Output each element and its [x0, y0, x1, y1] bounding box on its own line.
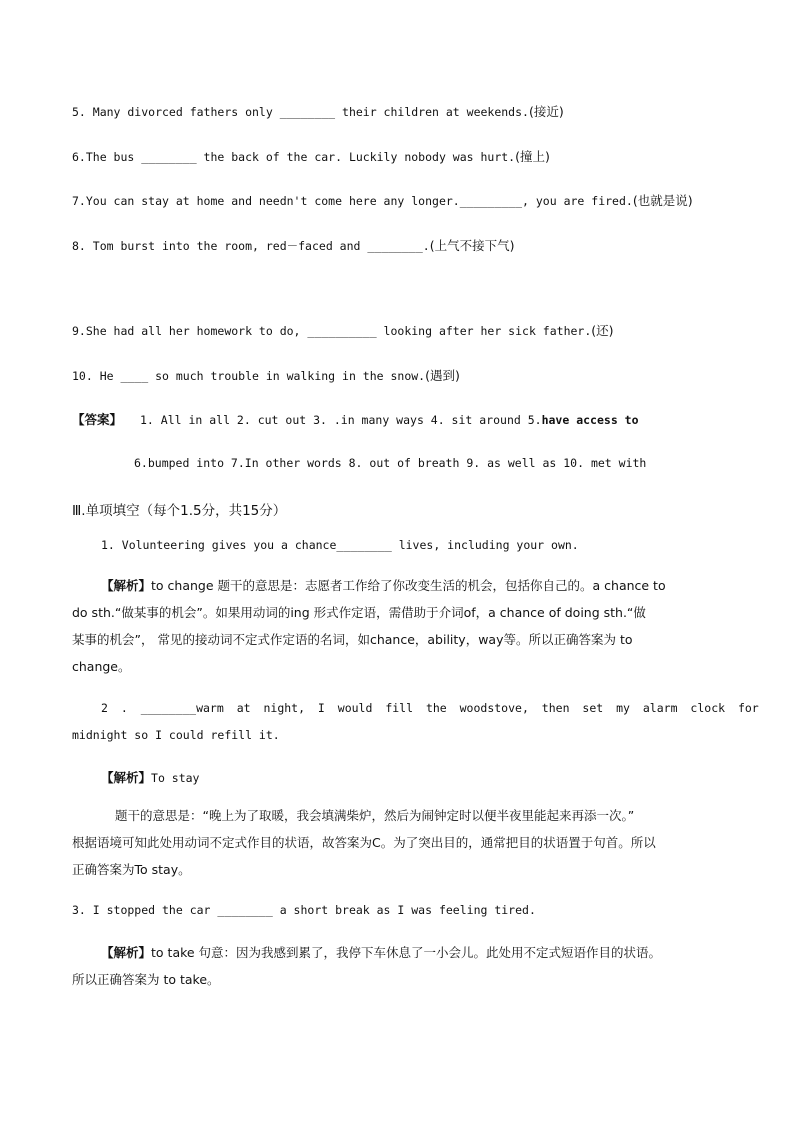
answers-text-2: 6.bumped into 7.In other words 8. out of breath 9. as well as 10. met with — [134, 456, 647, 470]
item-5-hint: (接近) — [528, 104, 564, 119]
q2-answer: To stay — [151, 771, 200, 785]
answers-line-2 — [134, 455, 646, 470]
q2-question-line-2: midnight so I could refill it. — [72, 728, 280, 742]
q2-label: 【解析】 — [101, 770, 152, 785]
section-heading: Ⅲ.单项填空（每个1.5分，共15分） — [72, 503, 287, 519]
item-8 — [72, 236, 514, 254]
q2-line-3: 正确答案为To stay。 — [72, 862, 191, 877]
item-8-text: 8. Tom burst into the room, red－faced and ________. — [72, 239, 430, 253]
q2-question-line-1: 2 . ________warm at night, I would fill the woodstove, then set my alarm clock for — [101, 701, 759, 715]
answers-text-1: 1. All in all 2. cut out 3. .in many ways 4. sit around 5. — [140, 413, 542, 427]
q2-line-1: 题干的意思是：“晚上为了取暖，我会填满柴炉，然后为闹钟定时以便半夜里能起来再添一次。” — [115, 808, 635, 823]
q3-line-2: 所以正确答案为 to take。 — [72, 972, 220, 987]
item-5 — [72, 102, 564, 120]
q2-answer-line — [101, 768, 199, 786]
q1-explanation — [72, 572, 722, 680]
q2-line-2: 根据语境可知此处用动词不定式作目的状语，故答案为C。为了突出目的，通常把目的状语置于句首。所以 — [72, 835, 656, 850]
item-6-hint: (撞上) — [515, 149, 550, 164]
q1-line-1: to change 题干的意思是：志愿者工作给了你改变生活的机会，包括你自己的。a chance to — [151, 578, 666, 593]
item-6-text: 6.The bus ________ the back of the car. Luckily nobody was hurt. — [72, 150, 516, 164]
q1-label: 【解析】 — [101, 578, 152, 593]
item-7-text: 7.You can stay at home and needn't come here any longer._________, you are fired. — [72, 194, 633, 208]
item-9-text: 9.She had all her homework to do, __________ looking after her sick father. — [72, 324, 592, 338]
item-10-text: 10. He ____ so much trouble in walking in the snow. — [72, 369, 426, 383]
item-10-hint: (遇到) — [425, 368, 460, 383]
answers-line-1 — [72, 410, 639, 428]
answers-text-1-bold: have access to — [541, 413, 639, 427]
item-10 — [72, 366, 460, 384]
q3-question: 3. I stopped the car ________ a short break as I was feeling tired. — [72, 903, 536, 917]
item-5-text: 5. Many divorced fathers only ________ their children at weekends. — [72, 105, 529, 119]
q3-line-1: to take 句意：因为我感到累了，我停下车休息了一小会儿。此处用不定式短语作目的状语。 — [151, 945, 662, 960]
q3-label: 【解析】 — [101, 945, 152, 960]
q1-line-2: do sth.“做某事的机会”。如果用动词的ing 形式作定语，需借助于介词of，a chance of doing sth.“做 — [72, 605, 646, 620]
item-6 — [72, 147, 550, 165]
q1-line-3: 某事的机会”， 常见的接动词不定式作定语的名词，如chance，ability，way等。所以正确答案为 to — [72, 632, 633, 647]
answers-label: 【答案】 — [72, 412, 123, 427]
item-9 — [72, 321, 614, 339]
item-9-hint: (还) — [591, 323, 614, 338]
q1-line-4: change。 — [72, 659, 131, 674]
item-8-hint: (上气不接下气) — [429, 238, 515, 253]
q1-question: 1. Volunteering gives you a chance________ lives, including your own. — [101, 538, 579, 552]
item-7-hint: (也就是说) — [632, 193, 693, 208]
q3-explanation-line-1 — [101, 943, 661, 961]
item-7 — [72, 191, 693, 209]
